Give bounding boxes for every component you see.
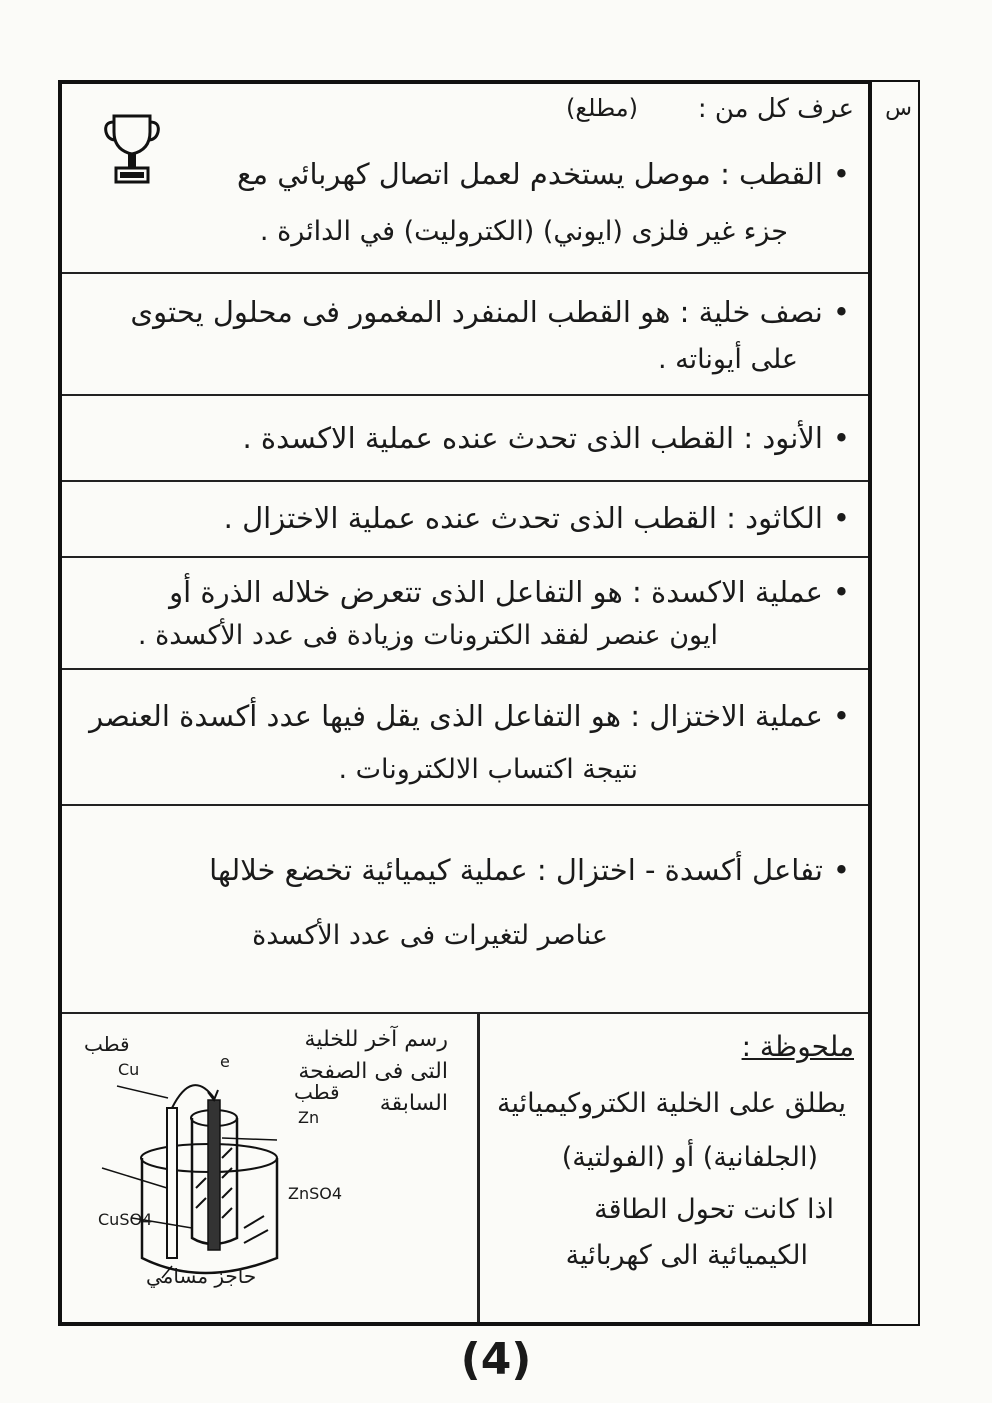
cu-pole-label: قطب: [84, 1032, 130, 1056]
definition-4-line-1: •الكاثود : القطب الذى تحدث عنده عملية الاختزال .: [223, 501, 850, 535]
note-line-4: الكيميائية الى كهربائية: [565, 1240, 808, 1271]
definition-1-line-1: •القطب : موصل يستخدم لعمل اتصال كهربائي مع: [237, 157, 850, 191]
zn-label: Zn: [298, 1108, 320, 1127]
cuso4-label: CuSO4: [98, 1210, 153, 1229]
definition-7-line-1: •تفاعل أكسدة - اختزال : عملية كيميائية تخضع خلالها: [209, 853, 850, 887]
definition-row-1: [62, 84, 868, 274]
diagram-caption-line-3: السابقة: [379, 1091, 448, 1116]
bottom-divider: [477, 1014, 480, 1322]
definition-2-line-2: على أيوناته .: [658, 344, 798, 375]
note-title: ملحوظة :: [741, 1030, 854, 1063]
definition-6-line-2: نتيجة اكتساب الالكترونات .: [338, 754, 638, 785]
definition-6-line-1: •عملية الاختزال : هو التفاعل الذى يقل فيها عدد أكسدة العنصر: [89, 699, 850, 733]
definition-row-4: [62, 482, 868, 558]
bottom-section: [62, 1014, 868, 1322]
diagram-caption-line-2: التى فى الصفحة: [298, 1059, 448, 1084]
cu-label: Cu: [118, 1060, 140, 1079]
definition-1-line-2: جزء غير فلزى (ايوني) (الكتروليت) في الدائرة .: [259, 216, 788, 247]
question-margin-column: [872, 80, 920, 1326]
question-label: س: [885, 96, 912, 121]
definition-row-6: [62, 670, 868, 806]
definition-2-line-1: •نصف خلية : هو القطب المنفرد المغمور فى محلول يحتوى: [130, 295, 850, 329]
definition-5-line-2: ايون عنصر لفقد الكترونات وزيادة فى عدد الأكسدة .: [137, 620, 718, 651]
note-line-1: يطلق على الخلية الكتروكيميائية: [497, 1088, 846, 1119]
definition-row-5: [62, 558, 868, 670]
definition-5-line-1: •عملية الاكسدة : هو التفاعل الذى تتعرض خلاله الذرة أو: [169, 575, 850, 609]
note-line-2: (الجلفانية) أو (الفولتية): [561, 1142, 818, 1173]
electron-label: e: [220, 1052, 230, 1071]
definition-3-line-1: •الأنود : القطب الذى تحدث عنده عملية الاكسدة .: [242, 421, 850, 455]
porous-barrier-label: حاجز مسامي: [146, 1264, 257, 1288]
question-tag: (مطلع): [566, 94, 638, 122]
trophy-icon: [102, 110, 162, 190]
page-number: (4): [460, 1334, 532, 1385]
definition-row-2: [62, 274, 868, 396]
znso4-label: ZnSO4: [288, 1184, 343, 1203]
definition-7-line-2: عناصر لتغيرات فى عدد الأكسدة: [252, 920, 608, 951]
definition-row-3: [62, 396, 868, 482]
question-heading: عرف كل من :: [697, 94, 854, 124]
note-line-3: اذا كانت تحول الطاقة: [594, 1194, 834, 1225]
definition-row-7: [62, 806, 868, 1014]
diagram-caption-line-1: رسم آخر للخلية: [304, 1027, 448, 1052]
diagram-caption: [288, 1024, 448, 1120]
worksheet-frame: [58, 80, 872, 1326]
zn-pole-label: قطب: [294, 1080, 340, 1104]
